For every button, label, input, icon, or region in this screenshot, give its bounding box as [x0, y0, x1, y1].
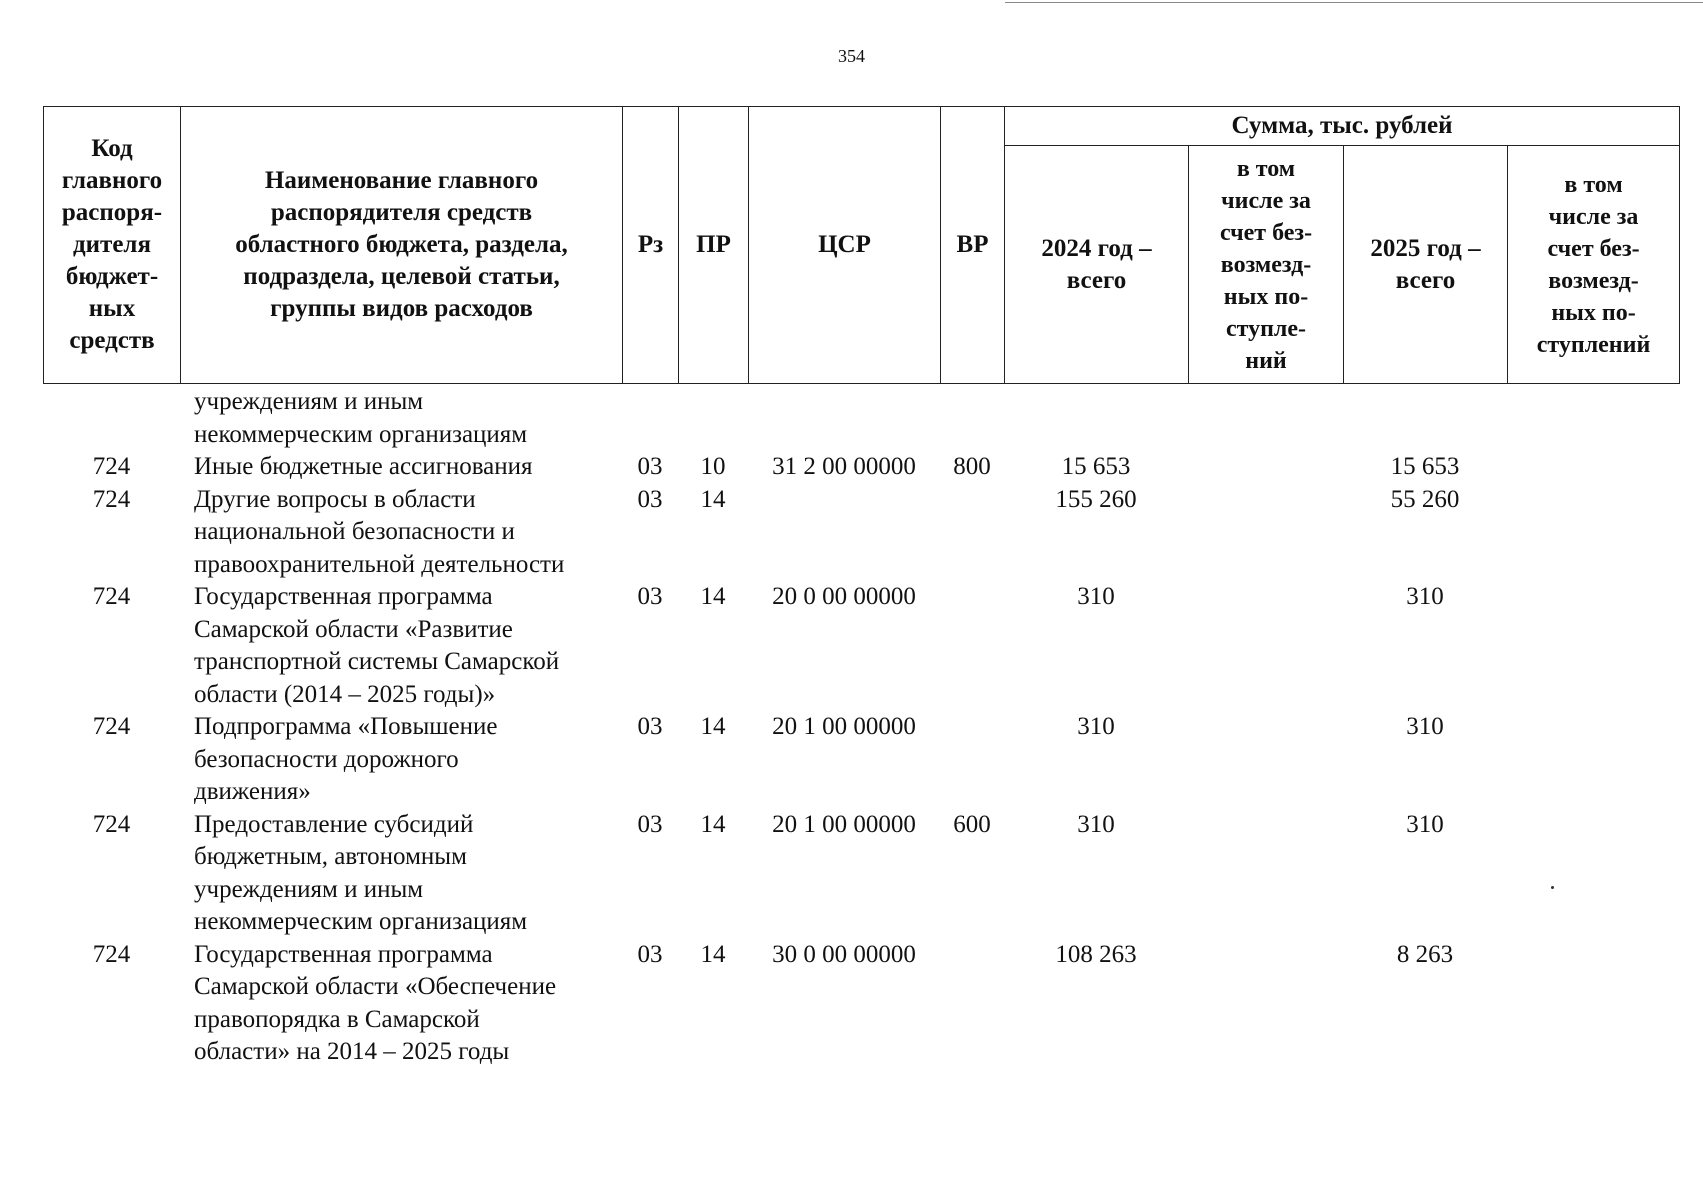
table-row — [43, 581, 1679, 711]
header-code-line: распоря- — [61, 199, 163, 226]
cell-2025-total: 15 653 — [1390, 453, 1460, 480]
cell-code: 724 — [92, 583, 131, 610]
cell-2024-total: 310 — [1077, 810, 1115, 838]
cell-name-line: некоммерческим организациям — [194, 420, 528, 448]
header-2024-total — [1005, 146, 1189, 384]
cell-name-line: национальной безопасности и — [194, 518, 515, 545]
cell-name — [180, 451, 622, 484]
header-name-line: Наименование главного — [264, 167, 539, 194]
table-row — [43, 939, 1679, 1069]
header-2025-free-line: счет без- — [1547, 235, 1640, 262]
header-code-line: Код — [91, 135, 133, 162]
header-name-line: распорядителя средств — [270, 199, 533, 226]
cell-vr: 600 — [953, 810, 991, 838]
header-2025-free-line: числе за — [1548, 203, 1639, 230]
cell-rz: 03 — [637, 583, 663, 610]
cell-name — [180, 484, 622, 582]
cell-name-line: Иные бюджетные ассигнования — [194, 453, 533, 480]
scan-dot — [1551, 886, 1554, 889]
header-code-line: ных — [88, 295, 136, 322]
header-csr: ЦСР — [749, 107, 941, 384]
header-2024-total-line: всего — [1066, 266, 1127, 294]
header-2024-free-line: ных по- — [1223, 283, 1309, 310]
header-2025-free — [1508, 146, 1680, 384]
table-row — [43, 711, 1679, 809]
header-code-line: бюджет- — [65, 263, 159, 290]
cell-code: 724 — [92, 810, 131, 838]
cell-name-line: Самарской области «Обеспечение — [194, 973, 557, 1000]
cell-name-line: Самарской области «Развитие — [194, 615, 513, 643]
cell-code: 724 — [92, 940, 131, 968]
cell-name-line: транспортной системы Самарской — [194, 648, 560, 675]
cell-csr: 30 0 00 00000 — [772, 940, 916, 968]
header-2024-free-line: в том — [1236, 155, 1296, 182]
cell-csr: 31 2 00 00000 — [772, 453, 916, 480]
header-rz: Рз — [623, 107, 679, 384]
cell-name-line: Подпрограмма «Повышение — [194, 713, 498, 740]
top-edge-rule — [1005, 2, 1703, 3]
page-number: 354 — [838, 46, 865, 66]
cell-2024-total: 310 — [1077, 713, 1115, 740]
header-pr: ПР — [679, 107, 749, 384]
cell-pr: 14 — [700, 485, 726, 513]
cell-2025-total: 310 — [1406, 583, 1444, 610]
cell-pr: 14 — [700, 810, 726, 838]
table-row — [43, 386, 1679, 451]
header-2024-free — [1189, 146, 1344, 384]
cell-pr: 14 — [700, 713, 726, 740]
table-header — [43, 106, 1680, 384]
cell-pr: 14 — [700, 940, 726, 968]
cell-csr: 20 1 00 00000 — [772, 713, 916, 740]
header-2025-total-line: всего — [1395, 266, 1456, 294]
cell-rz: 03 — [637, 485, 663, 513]
header-2025-free-line: ступлений — [1536, 331, 1651, 358]
cell-2025-total: 55 260 — [1390, 485, 1460, 513]
header-2024-total-line: 2024 год – — [1041, 234, 1152, 262]
header-2025-free-line: ных по- — [1551, 299, 1636, 326]
header-code — [44, 107, 181, 384]
cell-vr: 800 — [953, 453, 991, 480]
cell-rz: 03 — [637, 453, 663, 480]
table-row — [43, 484, 1679, 582]
cell-name — [180, 581, 622, 711]
cell-name — [180, 809, 622, 939]
cell-name — [180, 386, 622, 451]
cell-name-line: безопасности дорожного — [194, 745, 459, 773]
header-2024-free-line: возмезд- — [1220, 251, 1312, 278]
cell-name-line: Другие вопросы в области — [194, 485, 476, 513]
header-name-line: подраздела, целевой статьи, — [243, 263, 560, 290]
cell-rz: 03 — [637, 713, 663, 740]
header-2025-free-line: возмезд- — [1548, 267, 1639, 294]
header-2025-total — [1344, 146, 1508, 384]
cell-name-line: учреждениям и иным — [194, 875, 424, 903]
cell-rz: 03 — [637, 810, 663, 838]
header-code-line: дителя — [73, 231, 151, 258]
header-2024-free-line: ступле- — [1225, 315, 1307, 342]
cell-name — [180, 711, 622, 809]
cell-csr: 20 0 00 00000 — [772, 583, 916, 610]
cell-name — [180, 939, 622, 1069]
header-code-line: главного — [61, 167, 163, 194]
header-sum-group: Сумма, тыс. рублей — [1005, 107, 1680, 146]
cell-name-line: Предоставление субсидий — [194, 810, 474, 838]
cell-code: 724 — [92, 485, 131, 513]
header-name-line: группы видов расходов — [270, 295, 533, 322]
cell-name-line: учреждениям и иным — [194, 388, 424, 415]
cell-pr: 10 — [700, 453, 726, 480]
cell-2025-total: 310 — [1406, 810, 1444, 838]
header-code-line: средств — [69, 327, 155, 354]
table-body — [43, 386, 1679, 1069]
cell-name-line: правопорядка в Самарской — [194, 1005, 480, 1033]
cell-name-line: движения» — [194, 778, 311, 805]
header-name-line: областного бюджета, раздела, — [235, 231, 568, 258]
table-row — [43, 809, 1679, 939]
header-name — [181, 107, 623, 384]
cell-name-line: области (2014 – 2025 годы)» — [194, 680, 496, 708]
cell-2025-total: 310 — [1406, 713, 1444, 740]
cell-2025-total: 8 263 — [1396, 940, 1454, 968]
table-row — [43, 451, 1679, 484]
cell-pr: 14 — [700, 583, 726, 610]
cell-csr: 20 1 00 00000 — [772, 810, 916, 838]
cell-name-line: бюджетным, автономным — [194, 843, 467, 870]
cell-2024-total: 108 263 — [1055, 940, 1137, 968]
header-2024-free-line: ний — [1245, 347, 1287, 374]
cell-2024-total: 310 — [1077, 583, 1115, 610]
header-2025-free-line: в том — [1564, 171, 1623, 198]
cell-rz: 03 — [637, 940, 663, 968]
header-vr: ВР — [941, 107, 1005, 384]
cell-code: 724 — [92, 713, 131, 740]
cell-2024-total: 155 260 — [1055, 485, 1137, 513]
cell-name-line: области» на 2014 – 2025 годы — [194, 1038, 510, 1065]
cell-2024-total: 15 653 — [1061, 453, 1131, 480]
cell-code: 724 — [92, 453, 131, 480]
cell-name-line: правоохранительной деятельности — [194, 550, 565, 578]
header-2025-total-line: 2025 год – — [1370, 234, 1481, 262]
cell-name-line: Государственная программа — [194, 583, 493, 610]
cell-name-line: некоммерческим организациям — [194, 908, 528, 935]
header-2024-free-line: счет без- — [1219, 219, 1313, 246]
header-2024-free-line: числе за — [1221, 187, 1311, 214]
cell-name-line: Государственная программа — [194, 940, 493, 968]
